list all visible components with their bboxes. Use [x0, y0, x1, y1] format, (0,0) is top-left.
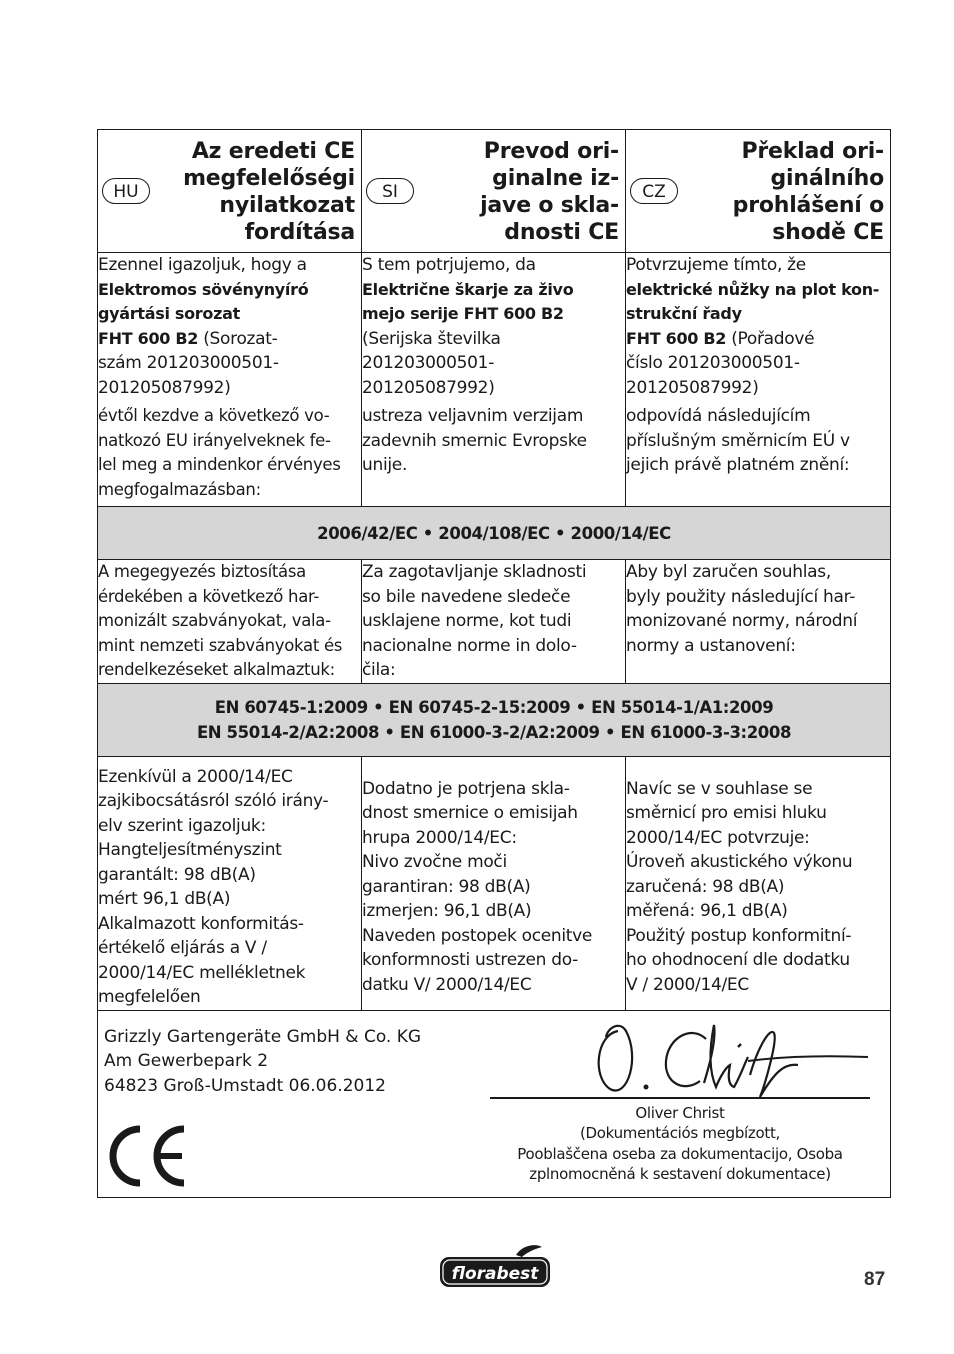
- intro-cell-hu: [98, 253, 362, 507]
- column-title-hu: Az eredeti CE megfelelőségi nyilatkozat fordítása: [183, 139, 355, 245]
- noise-cell-cz: Navíc se v souhlase se směrnicí pro emisi hluku 2000/14/EC potvrzuje: Úroveň akustického výkonu zaručená: 98 dB(A) měřená: 96,1 dB(A) Použitý postup konformitní- ho ohodnocení dle dodatku V / 2000/14/EC: [626, 756, 891, 1010]
- noise-cell-hu: Ezenkívül a 2000/14/EC zajkibocsátásról szóló irány- elv szerint igazoljuk: Hangteljesítményszint garantált: 98 dB(A) mért 96,1 dB(A) Alkalmazott konformitás- értékelő eljárás a V / 2000/14/EC mellékletnek megfelelően: [98, 756, 362, 1010]
- serial-number: 201205087992): [98, 377, 231, 398]
- product-name: Elektromos sövénynyíró: [98, 279, 309, 299]
- column-title-si: Prevod ori- ginalne iz- jave o skla- dnosti CE: [480, 139, 619, 245]
- serial-number: číslo 201203000501-: [626, 353, 800, 373]
- language-badge-si: SI: [366, 178, 414, 204]
- header-cell-si: [362, 130, 626, 253]
- compliance-text: odpovídá následujícím příslušným směrnicím EÚ v jejich právě platném znění:: [626, 406, 850, 475]
- intro-lead: Ezennel igazoljuk, hogy a: [98, 255, 307, 275]
- product-series: strukční řady: [626, 304, 742, 323]
- harmonized-cell-si: Za zagotavljanje skladnosti so bile navedene sledeče usklajene norme, kot tudi nacionalne norme in dolo- čila:: [362, 560, 626, 684]
- serial-number: (Serijska številka: [362, 328, 501, 349]
- intro-cell-si: [362, 253, 626, 507]
- intro-cell-cz: [626, 253, 891, 507]
- ce-mark-icon: [104, 1123, 188, 1189]
- directives-cell: [98, 507, 891, 560]
- standards-line: EN 55014-2/A2:2008 • EN 61000-3-2/A2:2009 • EN 61000-3-3:2008: [196, 722, 792, 742]
- signature-line: [490, 1097, 870, 1099]
- serial-number: (Sorozat-: [198, 328, 278, 349]
- footer-row: [98, 1010, 891, 1197]
- serial-number: szám 201203000501-: [98, 353, 279, 373]
- column-title-cz: Překlad ori- ginálního prohlášení o shodě CE: [732, 139, 884, 245]
- footer-cell: [98, 1010, 891, 1197]
- product-series: gyártási sorozat: [98, 304, 240, 323]
- standards-line: EN 60745-1:2009 • EN 60745-2-15:2009 • EN 55014-1/A1:2009: [214, 697, 774, 717]
- harmonized-row: [98, 560, 891, 684]
- standards-row: [98, 683, 891, 756]
- language-badge-hu: HU: [102, 178, 150, 204]
- page-number: 87: [864, 1269, 886, 1290]
- noise-cell-si: Dodatno je potrjena skla- dnost smernice o emisijah hrupa 2000/14/EC: Nivo zvočne moči garantiran: 98 dB(A) izmerjen: 96,1 dB(A) Naveden postopek ocenitve konformnosti ustrezen do- datku V/ 2000/14/EC: [362, 756, 626, 1010]
- product-name: elektrické nůžky na plot kon-: [626, 279, 880, 299]
- manufacturer-address: Grizzly Gartengeräte GmbH & Co. KG Am Gewerbepark 2 64823 Groß-Umstadt 06.06.2012: [104, 1026, 422, 1096]
- noise-row: [98, 756, 891, 1010]
- language-badge-cz: CZ: [630, 178, 678, 204]
- compliance-text: évtől kezdve a következő vo- natkozó EU irányelveknek fe- lel meg a mindenkor érvényes megfogalmazásban:: [98, 406, 341, 499]
- signature-icon: [588, 1017, 878, 1099]
- serial-number: (Pořadové: [726, 328, 815, 349]
- serial-number: 201203000501-: [362, 353, 495, 373]
- serial-number: 201205087992): [626, 377, 759, 398]
- product-series: mejo serije FHT 600 B2: [362, 304, 564, 323]
- signer-role: zplnomocněná k sestavení dokumentace): [529, 1165, 831, 1183]
- signer-role: Pooblaščena oseba za dokumentacijo, Osoba: [517, 1144, 843, 1163]
- declaration-table: [97, 129, 891, 1198]
- serial-number: 201205087992): [362, 377, 495, 398]
- header-cell-hu: [98, 130, 362, 253]
- directives-row: [98, 507, 891, 560]
- intro-lead: Potvrzujeme tímto, že: [626, 255, 806, 275]
- brand-name: florabest: [451, 1264, 539, 1284]
- signer-role: (Dokumentációs megbízott,: [579, 1124, 781, 1142]
- directive-list: 2006/42/EC • 2004/108/EC • 2000/14/EC: [317, 523, 671, 543]
- signer-block: [490, 1103, 870, 1185]
- florabest-logo-icon: [438, 1243, 552, 1291]
- compliance-text: ustreza veljavnim verzijam zadevnih smernic Evropske unije.: [362, 406, 587, 475]
- product-model: FHT 600 B2: [626, 328, 727, 348]
- harmonized-cell-hu: A megegyezés biztosítása érdekében a következő har- monizált szabványokat, vala- mint nemzeti szabványokat és rendelkezéseket alkalmaztuk:: [98, 560, 362, 684]
- header-row: [98, 130, 891, 253]
- harmonized-cell-cz: Aby byl zaručen souhlas, byly použity následující har- monizované normy, národní normy a ustanovení:: [626, 560, 891, 684]
- intro-lead: S tem potrjujemo, da: [362, 255, 536, 275]
- standards-cell: [98, 683, 891, 756]
- intro-row: [98, 253, 891, 507]
- signer-name: Oliver Christ: [635, 1103, 725, 1122]
- header-cell-cz: [626, 130, 891, 253]
- product-model: FHT 600 B2: [98, 328, 199, 348]
- product-name: Električne škarje za živo: [362, 279, 574, 299]
